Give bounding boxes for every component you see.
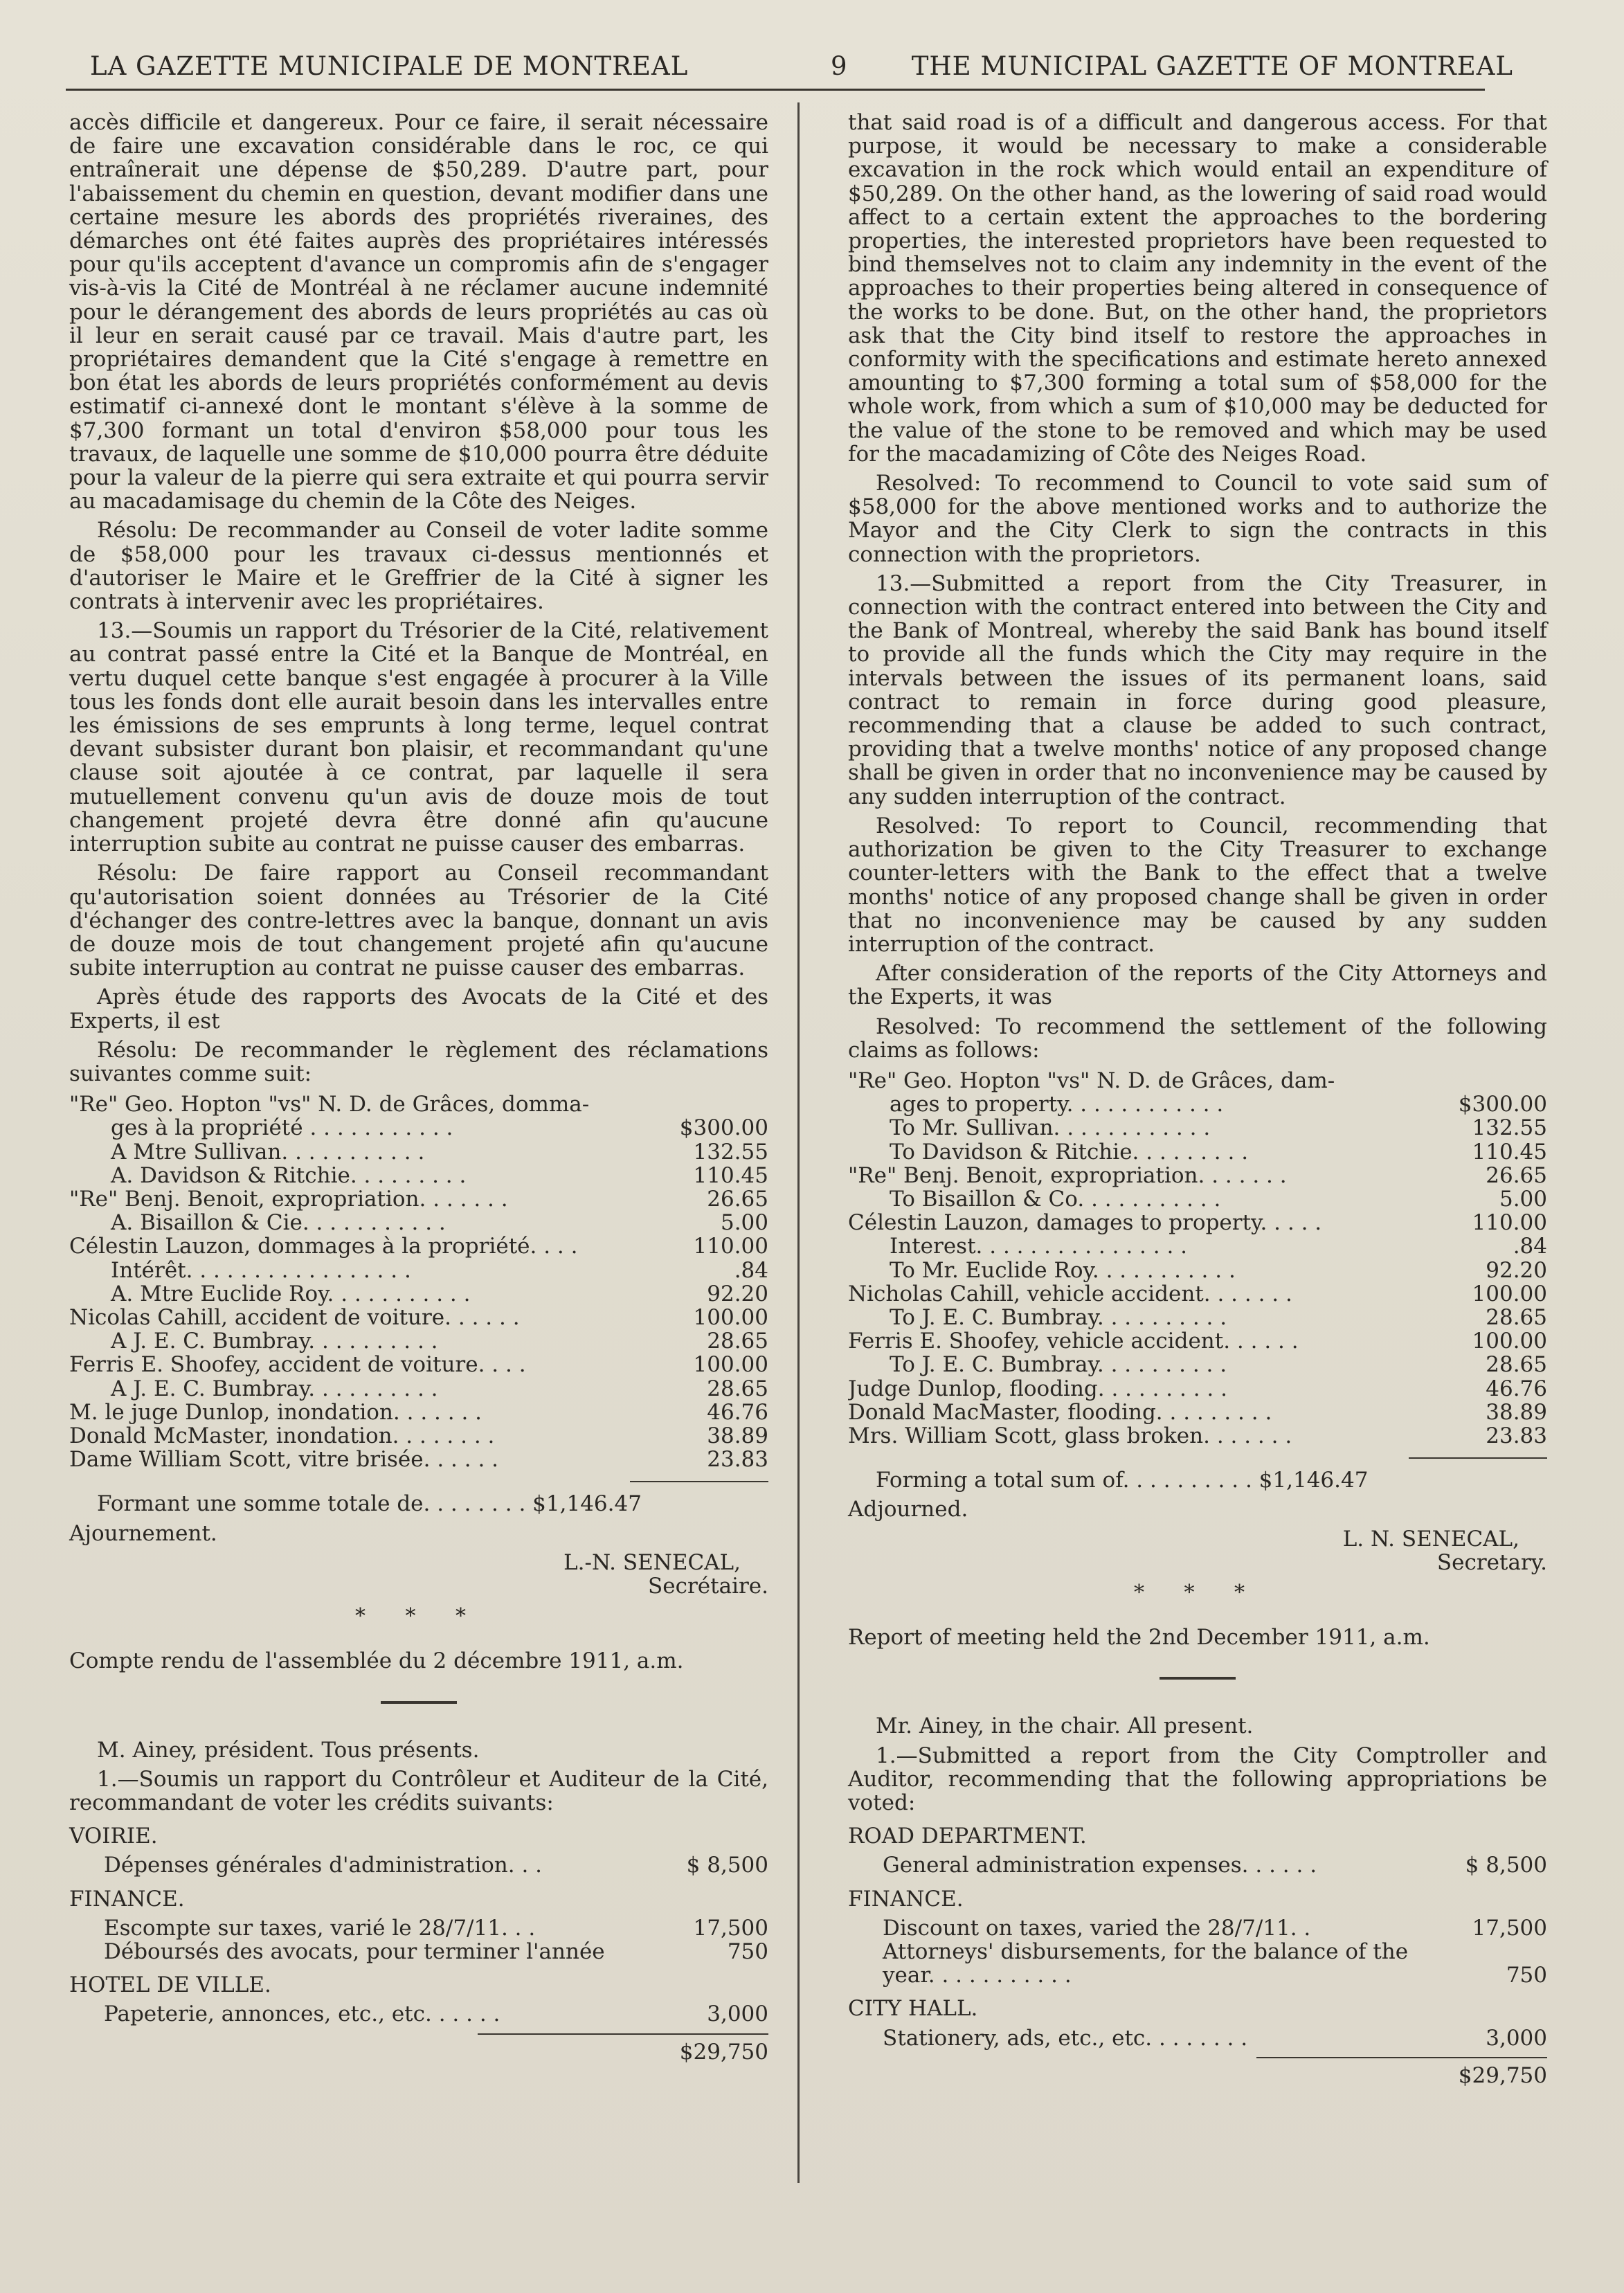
claim-row — [69, 1282, 768, 1306]
claim-amount: .84 — [734, 1257, 768, 1283]
section-heading: ROAD DEPARTMENT. — [848, 1824, 1087, 1849]
claim-label: Intérêt. . . . . . . . . . . . . . . . . — [111, 1258, 411, 1282]
paragraph: Resolved: To recommend the settlement of the following claims as follows: — [848, 1014, 1547, 1063]
budget-line — [69, 1916, 768, 1940]
claim-row — [69, 1140, 768, 1164]
claim-label: A. Mtre Euclide Roy. . . . . . . . . . . — [111, 1282, 471, 1306]
claim-row — [848, 1259, 1547, 1282]
budget-label: Stationery, ads, etc., etc. . . . . . . . — [883, 2025, 1248, 2051]
claim-row — [848, 1187, 1547, 1211]
budget-amount: 750 — [1506, 1963, 1547, 1988]
budget-line — [69, 2002, 768, 2026]
french-column — [69, 111, 768, 2064]
claim-amount: 5.00 — [1499, 1186, 1547, 1212]
claim-amount: 110.00 — [1472, 1210, 1547, 1236]
budget-line — [69, 1940, 768, 1963]
claim-amount: 46.76 — [707, 1399, 768, 1425]
budget-label: Escompte sur taxes, varié le 28/7/11. . . — [104, 1915, 536, 1941]
claim-label: A Mtre Sullivan. . . . . . . . . . . — [111, 1140, 425, 1164]
section-stars: * * * — [354, 1604, 483, 1629]
budget-label: Dépenses générales d'administration. . . — [104, 1853, 543, 1878]
budget-line — [69, 1853, 768, 1877]
claim-label: Donald McMaster, inondation. . . . . . . . — [69, 1423, 495, 1448]
claim-row — [848, 1116, 1547, 1140]
claim-row — [69, 1164, 768, 1187]
total-line: Formant une somme totale de. . . . . . . . $1,146.47 — [97, 1491, 642, 1517]
claim-amount — [1450, 1069, 1547, 1092]
total-rule — [1409, 1457, 1547, 1459]
claim-amount: 110.45 — [1472, 1139, 1547, 1165]
claim-row — [69, 1329, 768, 1353]
claim-amount: 38.89 — [707, 1423, 768, 1448]
report-title: Compte rendu de l'assemblée du 2 décembre 1911, a.m. — [69, 1648, 684, 1674]
claim-label: To J. E. C. Bumbray. . . . . . . . . . — [890, 1305, 1227, 1330]
claim-amount — [671, 1092, 768, 1116]
budget-amount: 750 — [727, 1939, 768, 1965]
budget-total: $29,750 — [1458, 2062, 1547, 2088]
budget-amount: 17,500 — [1472, 1915, 1547, 1941]
claim-label: "Re" Benj. Benoit, expropriation. . . . . . . — [848, 1163, 1287, 1187]
claim-label: M. le juge Dunlop, inondation. . . . . . . — [69, 1400, 482, 1424]
report-title: Report of meeting held the 2nd December 1911, a.m. — [848, 1625, 1430, 1651]
claim-amount: 100.00 — [1472, 1329, 1547, 1354]
paragraph: Resolved: To report to Council, recommending that authorization be given to the City Treasurer to exchange counter-letters with the Bank to the effect that a twelve months' notice of any proposed change shall be given in order that no inconvenience may be caused by any sudden interruption of the contract. — [848, 813, 1547, 957]
claim-row — [848, 1329, 1547, 1353]
claim-label: To Mr. Euclide Roy. . . . . . . . . . . — [890, 1258, 1236, 1282]
claim-label: A J. E. C. Bumbray. . . . . . . . . . — [111, 1376, 438, 1401]
claim-label: A. Bisaillon & Cie. . . . . . . . . . . — [111, 1211, 446, 1235]
claim-label: A J. E. C. Bumbray. . . . . . . . . . — [111, 1329, 438, 1354]
claim-amount: 100.00 — [693, 1352, 768, 1378]
paragraph: that said road is of a difficult and dangerous access. For that purpose, it would be necessary to make a considerable excavation in the rock which would entail an expenditure of $50,289. On the other hand, as the lowering of said road would affect to a certain extent the approaches to the bordering properties, the interested proprietors have been requested to bind themselves not to claim any indemnity in the event of the approaches to their properties being altered in consequence of the works to be done. But, on the other hand, the proprietors ask that the City bind itself to restore the approaches in conformity with the specifications and estimate hereto annexed amounting to $7,300 forming a total sum of $58,000 for the whole work, from which a sum of $10,000 may be deducted for the value of the stone to be removed and which may be used for the macadamizing of Côte des Neiges Road. — [848, 110, 1547, 467]
attendance: Mr. Ainey, in the chair. All present. — [876, 1714, 1254, 1739]
claim-amount: $300.00 — [1458, 1092, 1547, 1117]
budget-amount: 3,000 — [1486, 2025, 1547, 2051]
claim-row — [848, 1377, 1547, 1401]
budget-amount: $ 8,500 — [1465, 1853, 1547, 1878]
claim-row — [69, 1116, 768, 1140]
budget-amount: $ 8,500 — [686, 1853, 768, 1878]
adjournment: Ajournement. — [69, 1520, 217, 1546]
claim-label: Interest. . . . . . . . . . . . . . . . — [890, 1234, 1188, 1259]
header-title-english: THE MUNICIPAL GAZETTE OF MONTREAL — [911, 51, 1513, 81]
paragraph: 13.—Soumis un rapport du Trésorier de la Cité, relativement au contrat passé entre la Cité et la Banque de Montréal, en vertu duquel cette banque s'est engagée à procurer à la Ville tous les fonds dont elle aurait besoin dans les intervalles entre les émissions de ses emprunts à long terme, lequel contrat devant subsister durant bon plaisir, et recommandant qu'une clause soit ajoutée à ce contrat, par laquelle il sera mutuellement convenu qu'un avis de douze mois de tout changement projeté devra être donné afin qu'aucune interruption subite au contrat ne puisse causer des embarras. — [69, 618, 768, 857]
sum-rule — [1256, 2057, 1547, 2058]
claim-label: "Re" Geo. Hopton "vs" N. D. de Grâces, domma- — [69, 1092, 590, 1117]
sum-rule — [478, 2033, 768, 2035]
paragraph: Résolu: De recommander le règlement des réclamations suivantes comme suit: — [69, 1037, 768, 1086]
claim-row — [69, 1377, 768, 1401]
page-number: 9 — [831, 51, 848, 81]
section-heading: FINANCE. — [69, 1886, 185, 1912]
claim-row — [848, 1164, 1547, 1187]
claim-label: Nicolas Cahill, accident de voiture. . . . . . — [69, 1305, 520, 1330]
claim-row — [848, 1282, 1547, 1306]
claim-amount: 28.65 — [707, 1376, 768, 1401]
claim-amount: 132.55 — [693, 1139, 768, 1165]
section-heading: CITY HALL. — [848, 1996, 978, 2022]
claim-label: To J. E. C. Bumbray. . . . . . . . . . — [890, 1353, 1227, 1377]
claim-row — [848, 1234, 1547, 1258]
claim-amount: 38.89 — [1486, 1399, 1547, 1425]
claim-label: Nicholas Cahill, vehicle accident. . . . . . . — [848, 1282, 1292, 1306]
claim-row — [69, 1234, 768, 1258]
budget-line — [848, 2026, 1547, 2050]
budget-line — [848, 1940, 1547, 1987]
claim-amount: 28.65 — [707, 1329, 768, 1354]
claim-amount: .84 — [1513, 1234, 1547, 1259]
claim-row — [848, 1140, 1547, 1164]
section-heading: VOIRIE. — [69, 1824, 158, 1849]
claim-row — [69, 1259, 768, 1282]
budget-label: Discount on taxes, varied the 28/7/11. . — [883, 1915, 1311, 1941]
paragraph: accès difficile et dangereux. Pour ce faire, il serait nécessaire de faire une excavation considérable dans le roc, ce qui entraînerait une dépense de $50,289. D'autre part, pour l'abaissement du chemin en question, devant modifier dans une certaine mesure les abords des propriétés riveraines, des démarches ont été faites auprès des propriétaires intéressés pour qu'ils acceptent d'avance un compromis afin de s'engager vis-à-vis la Cité de Montréal à ne réclamer aucune indemnité pour le dérangement des abords de leurs propriétés au cas où il leur en serait causé par ce travail. Mais d'autre part, les propriétaires demandent que la Cité s'engage à remettre en bon état les abords de leurs propriétés conformément au devis estimatif ci-annexé dont le montant s'élève à la somme de $7,300 formant un total d'environ $58,000 pour tous les travaux, de laquelle une somme de $10,000 pourra être déduite pour la valeur de la pierre qui sera extraite et qui pourra servir au macadamisage du chemin de la Côte des Neiges. — [69, 110, 768, 514]
claim-row — [848, 1353, 1547, 1376]
claim-row — [848, 1401, 1547, 1424]
paragraph: Resolved: To recommend to Council to vote said sum of $58,000 for the above mentioned works and to authorize the Mayor and the City Clerk to sign the contracts in this connection with the proprietors. — [848, 471, 1547, 567]
claims-list — [69, 1092, 768, 1471]
section-rule — [381, 1701, 457, 1704]
paragraph: 13.—Submitted a report from the City Treasurer, in connection with the contract entered into between the City and the Bank of Montreal, whereby the said Bank has bound itself to provide all the funds which the City may require in the intervals between the issues of its permanent loans, said contract to remain in force during good pleasure, recommending that a clause be added to such contract, providing that a twelve months' notice of any proposed change shall be given in order that no inconvenience may be caused by any sudden interruption of the contract. — [848, 570, 1547, 809]
signature-title: Secrétaire. — [648, 1573, 768, 1599]
claim-row — [69, 1401, 768, 1424]
adjournment: Adjourned. — [848, 1497, 968, 1522]
section-stars: * * * — [1133, 1580, 1262, 1605]
claim-amount: $300.00 — [679, 1115, 768, 1141]
claim-amount: 46.76 — [1486, 1376, 1547, 1401]
claim-amount: 5.00 — [720, 1210, 768, 1236]
signature-name: L. N. SENECAL, — [1342, 1526, 1519, 1552]
claim-amount: 28.65 — [1486, 1352, 1547, 1378]
claim-row — [69, 1448, 768, 1471]
budget-label: Déboursés des avocats, pour terminer l'année — [104, 1939, 605, 1965]
claim-row — [848, 1069, 1547, 1092]
claim-label: A. Davidson & Ritchie. . . . . . . . . — [111, 1163, 467, 1187]
claim-amount: 23.83 — [1486, 1423, 1547, 1448]
budget-label: General administration expenses. . . . . . — [883, 1853, 1317, 1878]
claim-label: Mrs. William Scott, glass broken. . . . . . . — [848, 1423, 1292, 1448]
claim-row — [848, 1092, 1547, 1116]
claim-row — [69, 1211, 768, 1234]
section-heading: FINANCE. — [848, 1886, 964, 1912]
budget-amount: 3,000 — [707, 2002, 768, 2027]
total-line: Forming a total sum of. . . . . . . . . . $1,146.47 — [876, 1468, 1369, 1493]
claim-label: To Davidson & Ritchie. . . . . . . . . — [890, 1140, 1249, 1164]
english-column — [848, 111, 1547, 2087]
column-divider — [797, 102, 800, 2183]
budget-line — [848, 1916, 1547, 1940]
claim-label: Ferris E. Shoofey, vehicle accident. . . . . . — [848, 1329, 1299, 1354]
claim-amount: 26.65 — [1486, 1162, 1547, 1188]
claim-label: Célestin Lauzon, damages to property. . . . . — [848, 1211, 1322, 1235]
claim-label: ages to property. . . . . . . . . . . . — [890, 1092, 1224, 1117]
claim-label: "Re" Benj. Benoit, expropriation. . . . . . . — [69, 1187, 508, 1212]
claim-label: ges à la propriété . . . . . . . . . . . — [111, 1116, 453, 1140]
claim-row — [69, 1092, 768, 1116]
claim-label: To Bisaillon & Co. . . . . . . . . . . — [890, 1187, 1221, 1212]
claim-amount: 132.55 — [1472, 1115, 1547, 1141]
claim-row — [69, 1424, 768, 1448]
budget-label: Attorneys' disbursements, for the balance of the year. . . . . . . . . . . — [883, 1939, 1409, 1988]
claim-amount: 100.00 — [1472, 1281, 1547, 1306]
section-rule — [1160, 1677, 1236, 1680]
paragraph: 1.—Soumis un rapport du Contrôleur et Auditeur de la Cité, recommandant de voter les crédits suivants: — [69, 1766, 768, 1815]
budget-amount: 17,500 — [693, 1915, 768, 1941]
total-rule — [630, 1481, 768, 1482]
claim-amount: 100.00 — [693, 1304, 768, 1330]
claim-label: Judge Dunlop, flooding. . . . . . . . . . — [848, 1376, 1227, 1401]
page-header — [55, 43, 1569, 84]
budget-total: $29,750 — [679, 2039, 768, 2065]
section-heading: HOTEL DE VILLE. — [69, 1972, 271, 1998]
claim-amount: 28.65 — [1486, 1304, 1547, 1330]
paragraph: 1.—Submitted a report from the City Comptroller and Auditor, recommending that the following appropriations be voted: — [848, 1743, 1547, 1815]
signature-title: Secretary. — [1436, 1549, 1547, 1575]
claim-row — [69, 1306, 768, 1329]
header-title-french: LA GAZETTE MUNICIPALE DE MONTREAL — [90, 51, 689, 81]
claim-amount: 110.00 — [693, 1234, 768, 1259]
claim-label: Dame William Scott, vitre brisée. . . . . . — [69, 1448, 498, 1472]
claim-amount: 110.45 — [693, 1162, 768, 1188]
claim-row — [848, 1424, 1547, 1448]
claim-amount: 26.65 — [707, 1186, 768, 1212]
budget-label: Papeterie, annonces, etc., etc. . . . . . — [104, 2002, 500, 2027]
claim-row — [69, 1353, 768, 1376]
budget-line — [848, 1853, 1547, 1877]
signature-name: L.-N. SENECAL, — [563, 1549, 741, 1575]
claim-amount: 92.20 — [707, 1281, 768, 1306]
claims-list — [848, 1069, 1547, 1448]
paragraph: Résolu: De recommander au Conseil de voter ladite somme de $58,000 pour les travaux ci-dessus mentionnés et d'autoriser le Maire et le Greffrier de la Cité à signer les contrats à intervenir avec les propriétaires. — [69, 518, 768, 615]
claim-row — [69, 1187, 768, 1211]
attendance: M. Ainey, président. Tous présents. — [97, 1737, 480, 1763]
claim-amount: 23.83 — [707, 1447, 768, 1473]
header-rule — [66, 89, 1485, 91]
claim-amount: 92.20 — [1486, 1257, 1547, 1283]
claim-row — [848, 1306, 1547, 1329]
paragraph: Après étude des rapports des Avocats de la Cité et des Experts, il est — [69, 984, 768, 1034]
claim-label: Ferris E. Shoofey, accident de voiture. . . . — [69, 1353, 526, 1377]
paragraph: Résolu: De faire rapport au Conseil recommandant qu'autorisation soient données au Trésorier de la Cité d'échanger des contre-lettres avec la banque, donnant un avis de douze mois de tout changement projeté afin qu'aucune subite interruption au contrat ne puisse causer des embarras. — [69, 861, 768, 981]
claim-label: Célestin Lauzon, dommages à la propriété. . . . — [69, 1234, 578, 1259]
claim-label: Donald MacMaster, flooding. . . . . . . . . — [848, 1400, 1272, 1424]
claim-row — [848, 1211, 1547, 1234]
paragraph: After consideration of the reports of the City Attorneys and the Experts, it was — [848, 961, 1547, 1010]
claim-label: To Mr. Sullivan. . . . . . . . . . . . — [890, 1116, 1211, 1140]
claim-label: "Re" Geo. Hopton "vs" N. D. de Grâces, dam- — [848, 1068, 1335, 1093]
